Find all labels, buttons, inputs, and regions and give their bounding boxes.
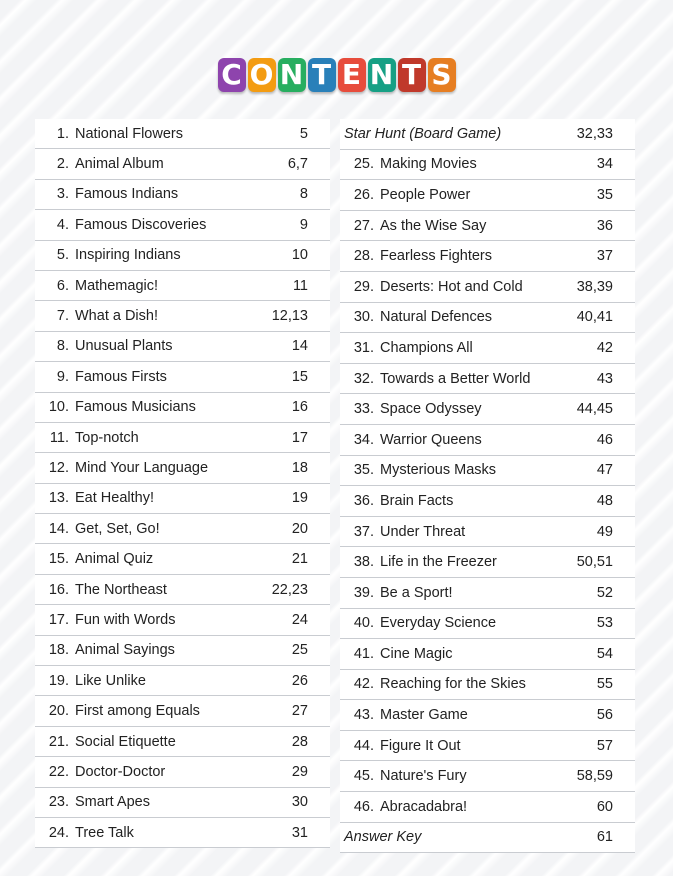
entry-title: Deserts: Hot and Cold bbox=[380, 278, 523, 295]
heading-letter-tile: T bbox=[308, 58, 336, 92]
entry-number: 41. bbox=[353, 645, 374, 662]
entry-number: 7. bbox=[56, 308, 69, 325]
toc-entry[interactable] bbox=[35, 575, 330, 605]
toc-entry[interactable] bbox=[340, 303, 635, 334]
entry-number: 19. bbox=[48, 672, 69, 689]
entry-page-number: 61 bbox=[596, 829, 613, 846]
entry-page-number: 36 bbox=[596, 217, 613, 234]
entry-number: 12. bbox=[48, 459, 69, 476]
entry-number: 46. bbox=[353, 798, 374, 815]
toc-entry[interactable] bbox=[340, 241, 635, 272]
toc-entry[interactable] bbox=[35, 119, 330, 149]
entry-page-number: 11 bbox=[292, 277, 308, 294]
toc-entry[interactable] bbox=[340, 150, 635, 181]
entry-number: 26. bbox=[353, 186, 374, 203]
entry-title: Animal Sayings bbox=[75, 642, 175, 659]
toc-entry[interactable] bbox=[35, 544, 330, 574]
entry-page-number: 20 bbox=[291, 520, 308, 537]
toc-entry[interactable] bbox=[35, 484, 330, 514]
toc-entry[interactable] bbox=[35, 423, 330, 453]
entry-number: 27. bbox=[353, 217, 374, 234]
toc-entry[interactable] bbox=[35, 514, 330, 544]
entry-title: What a Dish! bbox=[75, 308, 158, 325]
entry-page-number: 5 bbox=[299, 125, 308, 142]
entry-number: 39. bbox=[353, 584, 374, 601]
entry-title: Abracadabra! bbox=[380, 798, 468, 815]
entry-page-number: 18 bbox=[291, 459, 308, 476]
entry-title: People Power bbox=[380, 186, 471, 203]
entry-number: 29. bbox=[353, 278, 374, 295]
entry-title: Under Threat bbox=[380, 523, 466, 540]
entry-number: 10. bbox=[48, 399, 69, 416]
entry-number: 23. bbox=[48, 794, 69, 811]
toc-entry[interactable] bbox=[340, 639, 635, 670]
entry-number: 21. bbox=[48, 733, 69, 750]
contents-column-left bbox=[35, 119, 330, 848]
entry-title: First among Equals bbox=[75, 703, 200, 720]
entry-title: Animal Quiz bbox=[75, 551, 154, 568]
entry-title: Famous Musicians bbox=[75, 399, 196, 416]
entry-title: Inspiring Indians bbox=[75, 247, 181, 264]
entry-number: 18. bbox=[48, 642, 69, 659]
entry-title: Reaching for the Skies bbox=[380, 676, 526, 693]
entry-title: Champions All bbox=[380, 339, 473, 356]
entry-number: 16. bbox=[48, 581, 69, 598]
entry-number: 33. bbox=[353, 401, 374, 418]
entry-page-number: 35 bbox=[596, 186, 613, 203]
contents-column-right bbox=[340, 119, 635, 853]
entry-title: Space Odyssey bbox=[380, 401, 482, 418]
entry-number: 20. bbox=[48, 703, 69, 720]
entry-title: Cine Magic bbox=[380, 645, 453, 662]
entry-title: Social Etiquette bbox=[75, 733, 176, 750]
heading-letter-tile: E bbox=[338, 58, 366, 92]
entry-number: 2. bbox=[56, 156, 69, 173]
toc-entry[interactable] bbox=[340, 823, 635, 854]
entry-page-number: 44,45 bbox=[576, 401, 613, 418]
entry-page-number: 12,13 bbox=[271, 308, 308, 325]
entry-title: As the Wise Say bbox=[380, 217, 487, 234]
entry-page-number: 40,41 bbox=[576, 309, 613, 326]
toc-entry[interactable] bbox=[340, 272, 635, 303]
entry-page-number: 49 bbox=[596, 523, 613, 540]
toc-entry[interactable] bbox=[340, 364, 635, 395]
toc-entry[interactable] bbox=[340, 731, 635, 762]
heading-letter-tile: C bbox=[218, 58, 246, 92]
entry-number: 40. bbox=[353, 615, 374, 632]
toc-entry[interactable] bbox=[340, 761, 635, 792]
entry-page-number: 37 bbox=[596, 248, 613, 265]
entry-page-number: 50,51 bbox=[576, 554, 613, 571]
entry-title: Making Movies bbox=[380, 156, 477, 173]
toc-entry[interactable] bbox=[35, 727, 330, 757]
contents-heading bbox=[0, 58, 673, 92]
entry-number: 37. bbox=[353, 523, 374, 540]
entry-page-number: 47 bbox=[596, 462, 613, 479]
entry-number: 9. bbox=[56, 368, 69, 385]
toc-entry[interactable] bbox=[35, 788, 330, 818]
entry-page-number: 48 bbox=[596, 492, 613, 509]
toc-entry[interactable] bbox=[35, 362, 330, 392]
entry-page-number: 54 bbox=[596, 645, 613, 662]
entry-title: Towards a Better World bbox=[380, 370, 531, 387]
entry-number: 22. bbox=[48, 763, 69, 780]
toc-entry[interactable] bbox=[340, 792, 635, 823]
entry-page-number: 60 bbox=[596, 798, 613, 815]
entry-page-number: 43 bbox=[596, 370, 613, 387]
toc-entry[interactable] bbox=[35, 696, 330, 726]
entry-page-number: 31 bbox=[291, 824, 308, 841]
entry-page-number: 30 bbox=[291, 794, 308, 811]
toc-entry[interactable] bbox=[35, 453, 330, 483]
entry-number: 36. bbox=[353, 492, 374, 509]
entry-title: Famous Discoveries bbox=[75, 216, 207, 233]
toc-entry[interactable] bbox=[340, 333, 635, 364]
entry-number: 34. bbox=[353, 431, 374, 448]
entry-title: Animal Album bbox=[75, 156, 164, 173]
toc-entry[interactable] bbox=[340, 517, 635, 548]
entry-page-number: 58,59 bbox=[576, 768, 613, 785]
heading-letter-tile: S bbox=[428, 58, 456, 92]
toc-entry[interactable] bbox=[35, 271, 330, 301]
toc-entry[interactable] bbox=[340, 425, 635, 456]
entry-number: 13. bbox=[48, 490, 69, 507]
entry-page-number: 42 bbox=[596, 339, 613, 356]
toc-entry[interactable] bbox=[35, 241, 330, 271]
toc-entry[interactable] bbox=[340, 609, 635, 640]
heading-letter-tile: T bbox=[398, 58, 426, 92]
entry-page-number: 19 bbox=[291, 490, 308, 507]
entry-title: Life in the Freezer bbox=[380, 554, 497, 571]
entry-number: 14. bbox=[48, 520, 69, 537]
entry-title: Unusual Plants bbox=[75, 338, 173, 355]
entry-page-number: 8 bbox=[299, 186, 308, 203]
entry-number: 4. bbox=[56, 216, 69, 233]
toc-entry[interactable] bbox=[340, 700, 635, 731]
entry-number: 3. bbox=[56, 186, 69, 203]
entry-number: 28. bbox=[353, 248, 374, 265]
entry-page-number: 16 bbox=[291, 399, 308, 416]
heading-letter-tile: O bbox=[248, 58, 276, 92]
toc-entry[interactable] bbox=[35, 666, 330, 696]
entry-page-number: 38,39 bbox=[576, 278, 613, 295]
entry-page-number: 32,33 bbox=[576, 125, 613, 142]
entry-number: 8. bbox=[56, 338, 69, 355]
toc-entry[interactable] bbox=[340, 119, 635, 150]
entry-title: Famous Indians bbox=[75, 186, 179, 203]
entry-page-number: 24 bbox=[291, 611, 308, 628]
entry-number: 1. bbox=[56, 125, 69, 142]
entry-number: 24. bbox=[48, 824, 69, 841]
entry-number: 45. bbox=[353, 768, 374, 785]
heading-letter-tile: N bbox=[368, 58, 396, 92]
toc-entry[interactable] bbox=[35, 818, 330, 848]
entry-title: Tree Talk bbox=[75, 824, 134, 841]
entry-number: 35. bbox=[353, 462, 374, 479]
toc-entry[interactable] bbox=[340, 394, 635, 425]
entry-number: 15. bbox=[48, 551, 69, 568]
entry-page-number: 27 bbox=[291, 703, 308, 720]
entry-title: Be a Sport! bbox=[380, 584, 453, 601]
heading-letter-tile: N bbox=[278, 58, 306, 92]
entry-title: Doctor-Doctor bbox=[75, 763, 166, 780]
entry-title: Answer Key bbox=[344, 829, 422, 846]
entry-title: Mind Your Language bbox=[75, 459, 209, 476]
entry-page-number: 9 bbox=[299, 216, 308, 233]
entry-title: Mathemagic! bbox=[75, 277, 159, 294]
toc-entry[interactable] bbox=[35, 605, 330, 635]
toc-entry[interactable] bbox=[340, 670, 635, 701]
entry-page-number: 55 bbox=[596, 676, 613, 693]
toc-entry[interactable] bbox=[35, 636, 330, 666]
entry-title: Eat Healthy! bbox=[75, 490, 154, 507]
toc-entry[interactable] bbox=[35, 210, 330, 240]
entry-number: 44. bbox=[353, 737, 374, 754]
toc-entry[interactable] bbox=[35, 301, 330, 331]
entry-number: 30. bbox=[353, 309, 374, 326]
entry-page-number: 17 bbox=[291, 429, 308, 446]
toc-entry[interactable] bbox=[35, 332, 330, 362]
entry-title: Natural Defences bbox=[380, 309, 493, 326]
entry-title: The Northeast bbox=[75, 581, 167, 598]
entry-title: Star Hunt (Board Game) bbox=[344, 125, 502, 142]
entry-title: Nature's Fury bbox=[380, 768, 467, 785]
entry-page-number: 14 bbox=[291, 338, 308, 355]
entry-number: 32. bbox=[353, 370, 374, 387]
entry-page-number: 46 bbox=[596, 431, 613, 448]
toc-entry[interactable] bbox=[35, 393, 330, 423]
entry-page-number: 15 bbox=[291, 368, 308, 385]
entry-page-number: 28 bbox=[291, 733, 308, 750]
entry-number: 31. bbox=[353, 339, 374, 356]
entry-title: Smart Apes bbox=[75, 794, 150, 811]
entry-number: 38. bbox=[353, 554, 374, 571]
entry-number: 5. bbox=[56, 247, 69, 264]
toc-entry[interactable] bbox=[340, 211, 635, 242]
toc-entry[interactable] bbox=[35, 757, 330, 787]
entry-page-number: 6,7 bbox=[287, 156, 308, 173]
entry-title: National Flowers bbox=[75, 125, 183, 142]
entry-title: Get, Set, Go! bbox=[75, 520, 160, 537]
entry-page-number: 26 bbox=[291, 672, 308, 689]
entry-title: Famous Firsts bbox=[75, 368, 167, 385]
toc-entry[interactable] bbox=[340, 578, 635, 609]
toc-entry[interactable] bbox=[35, 149, 330, 179]
entry-number: 25. bbox=[353, 156, 374, 173]
entry-title: Everyday Science bbox=[380, 615, 497, 632]
entry-page-number: 25 bbox=[291, 642, 308, 659]
entry-page-number: 29 bbox=[291, 763, 308, 780]
entry-title: Warrior Queens bbox=[380, 431, 482, 448]
entry-page-number: 21 bbox=[291, 551, 308, 568]
entry-title: Master Game bbox=[380, 707, 468, 724]
entry-page-number: 22,23 bbox=[271, 581, 308, 598]
entry-title: Top-notch bbox=[75, 429, 139, 446]
entry-number: 43. bbox=[353, 707, 374, 724]
entry-number: 11. bbox=[49, 429, 69, 446]
entry-page-number: 57 bbox=[596, 737, 613, 754]
entry-title: Like Unlike bbox=[75, 672, 146, 689]
entry-title: Mysterious Masks bbox=[380, 462, 497, 479]
entry-page-number: 10 bbox=[291, 247, 308, 264]
entry-title: Figure It Out bbox=[380, 737, 461, 754]
entry-number: 42. bbox=[353, 676, 374, 693]
entry-page-number: 52 bbox=[596, 584, 613, 601]
toc-entry[interactable] bbox=[340, 486, 635, 517]
toc-entry[interactable] bbox=[340, 180, 635, 211]
entry-title: Brain Facts bbox=[380, 492, 454, 509]
entry-page-number: 34 bbox=[596, 156, 613, 173]
entry-page-number: 53 bbox=[596, 615, 613, 632]
entry-title: Fearless Fighters bbox=[380, 248, 493, 265]
entry-title: Fun with Words bbox=[75, 611, 176, 628]
entry-page-number: 56 bbox=[596, 707, 613, 724]
toc-entry[interactable] bbox=[340, 547, 635, 578]
toc-entry[interactable] bbox=[340, 456, 635, 487]
entry-number: 6. bbox=[56, 277, 69, 294]
entry-number: 17. bbox=[48, 611, 69, 628]
toc-entry[interactable] bbox=[35, 180, 330, 210]
